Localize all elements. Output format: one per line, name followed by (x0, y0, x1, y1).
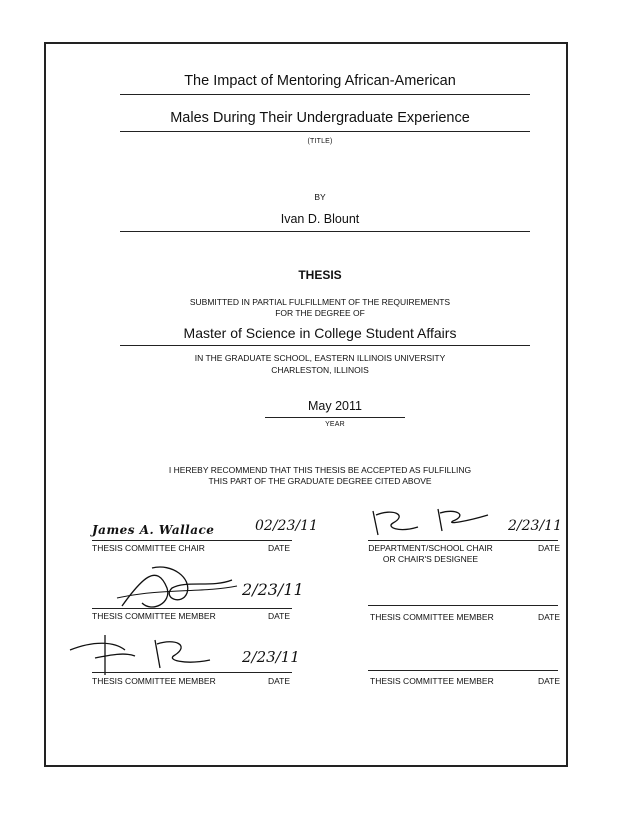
thesis-heading: THESIS (298, 268, 342, 282)
by-label: BY (314, 192, 326, 202)
title-caption: (TITLE) (307, 138, 333, 145)
year-rule (265, 417, 405, 418)
member2-sign-date: 2/23/11 (242, 648, 300, 666)
chair-role-label: THESIS COMMITTEE CHAIR (92, 543, 205, 553)
recommend-line-1: I HEREBY RECOMMEND THAT THIS THESIS BE ACCEPTED AS FULFILLING (168, 465, 472, 475)
submitted-line-2: FOR THE DEGREE OF (275, 308, 365, 318)
author-rule (120, 231, 530, 232)
chair-sign-date: 02/23/11 (255, 518, 318, 534)
submitted-line-1: SUBMITTED IN PARTIAL FULFILLMENT OF THE REQUIREMENTS (189, 297, 451, 307)
title-rule-1 (120, 94, 530, 95)
degree-name: Master of Science in College Student Affairs (183, 325, 457, 341)
title-rule-2 (120, 131, 530, 132)
member2-date-label: DATE (268, 676, 291, 686)
school-line-1: IN THE GRADUATE SCHOOL, EASTERN ILLINOIS UNIVERSITY (194, 353, 446, 363)
author-name: Ivan D. Blount (280, 212, 360, 226)
chair-signature-line (92, 540, 292, 541)
dept-chair-role-line-2: OR CHAIR'S DESIGNEE (382, 554, 479, 564)
member1-signature-line (92, 608, 292, 609)
member1-signature (112, 558, 242, 618)
title-line-1: The Impact of Mentoring African-American (184, 73, 456, 89)
dept-chair-signature (368, 503, 518, 543)
chair-signature: James A. Wallace (92, 523, 215, 537)
dept-chair-date-label: DATE (538, 543, 561, 553)
right-member2-role-label: THESIS COMMITTEE MEMBER (370, 676, 494, 686)
title-line-2: Males During Their Undergraduate Experience (170, 110, 470, 126)
member2-signature-line (92, 672, 292, 673)
right-member1-role-label: THESIS COMMITTEE MEMBER (370, 612, 494, 622)
school-line-2: CHARLESTON, ILLINOIS (271, 365, 369, 375)
member1-sign-date: 2/23/11 (242, 580, 304, 599)
member1-date-label: DATE (268, 611, 291, 621)
dept-chair-sign-date: 2/23/11 (508, 518, 562, 534)
member2-role-label: THESIS COMMITTEE MEMBER (92, 676, 216, 686)
degree-rule (120, 345, 530, 346)
right-member2-signature-line (368, 670, 558, 671)
chair-date-label: DATE (268, 543, 291, 553)
right-member2-date-label: DATE (538, 676, 561, 686)
dept-chair-role-line-1: DEPARTMENT/SCHOOL CHAIR (368, 543, 493, 553)
recommend-line-2: THIS PART OF THE GRADUATE DEGREE CITED ABOVE (208, 476, 432, 486)
year-value: May 2011 (308, 399, 362, 413)
right-member1-signature-line (368, 605, 558, 606)
member1-role-label: THESIS COMMITTEE MEMBER (92, 611, 216, 621)
right-member1-date-label: DATE (538, 612, 561, 622)
year-caption: YEAR (325, 421, 345, 428)
dept-chair-signature-line (368, 540, 558, 541)
